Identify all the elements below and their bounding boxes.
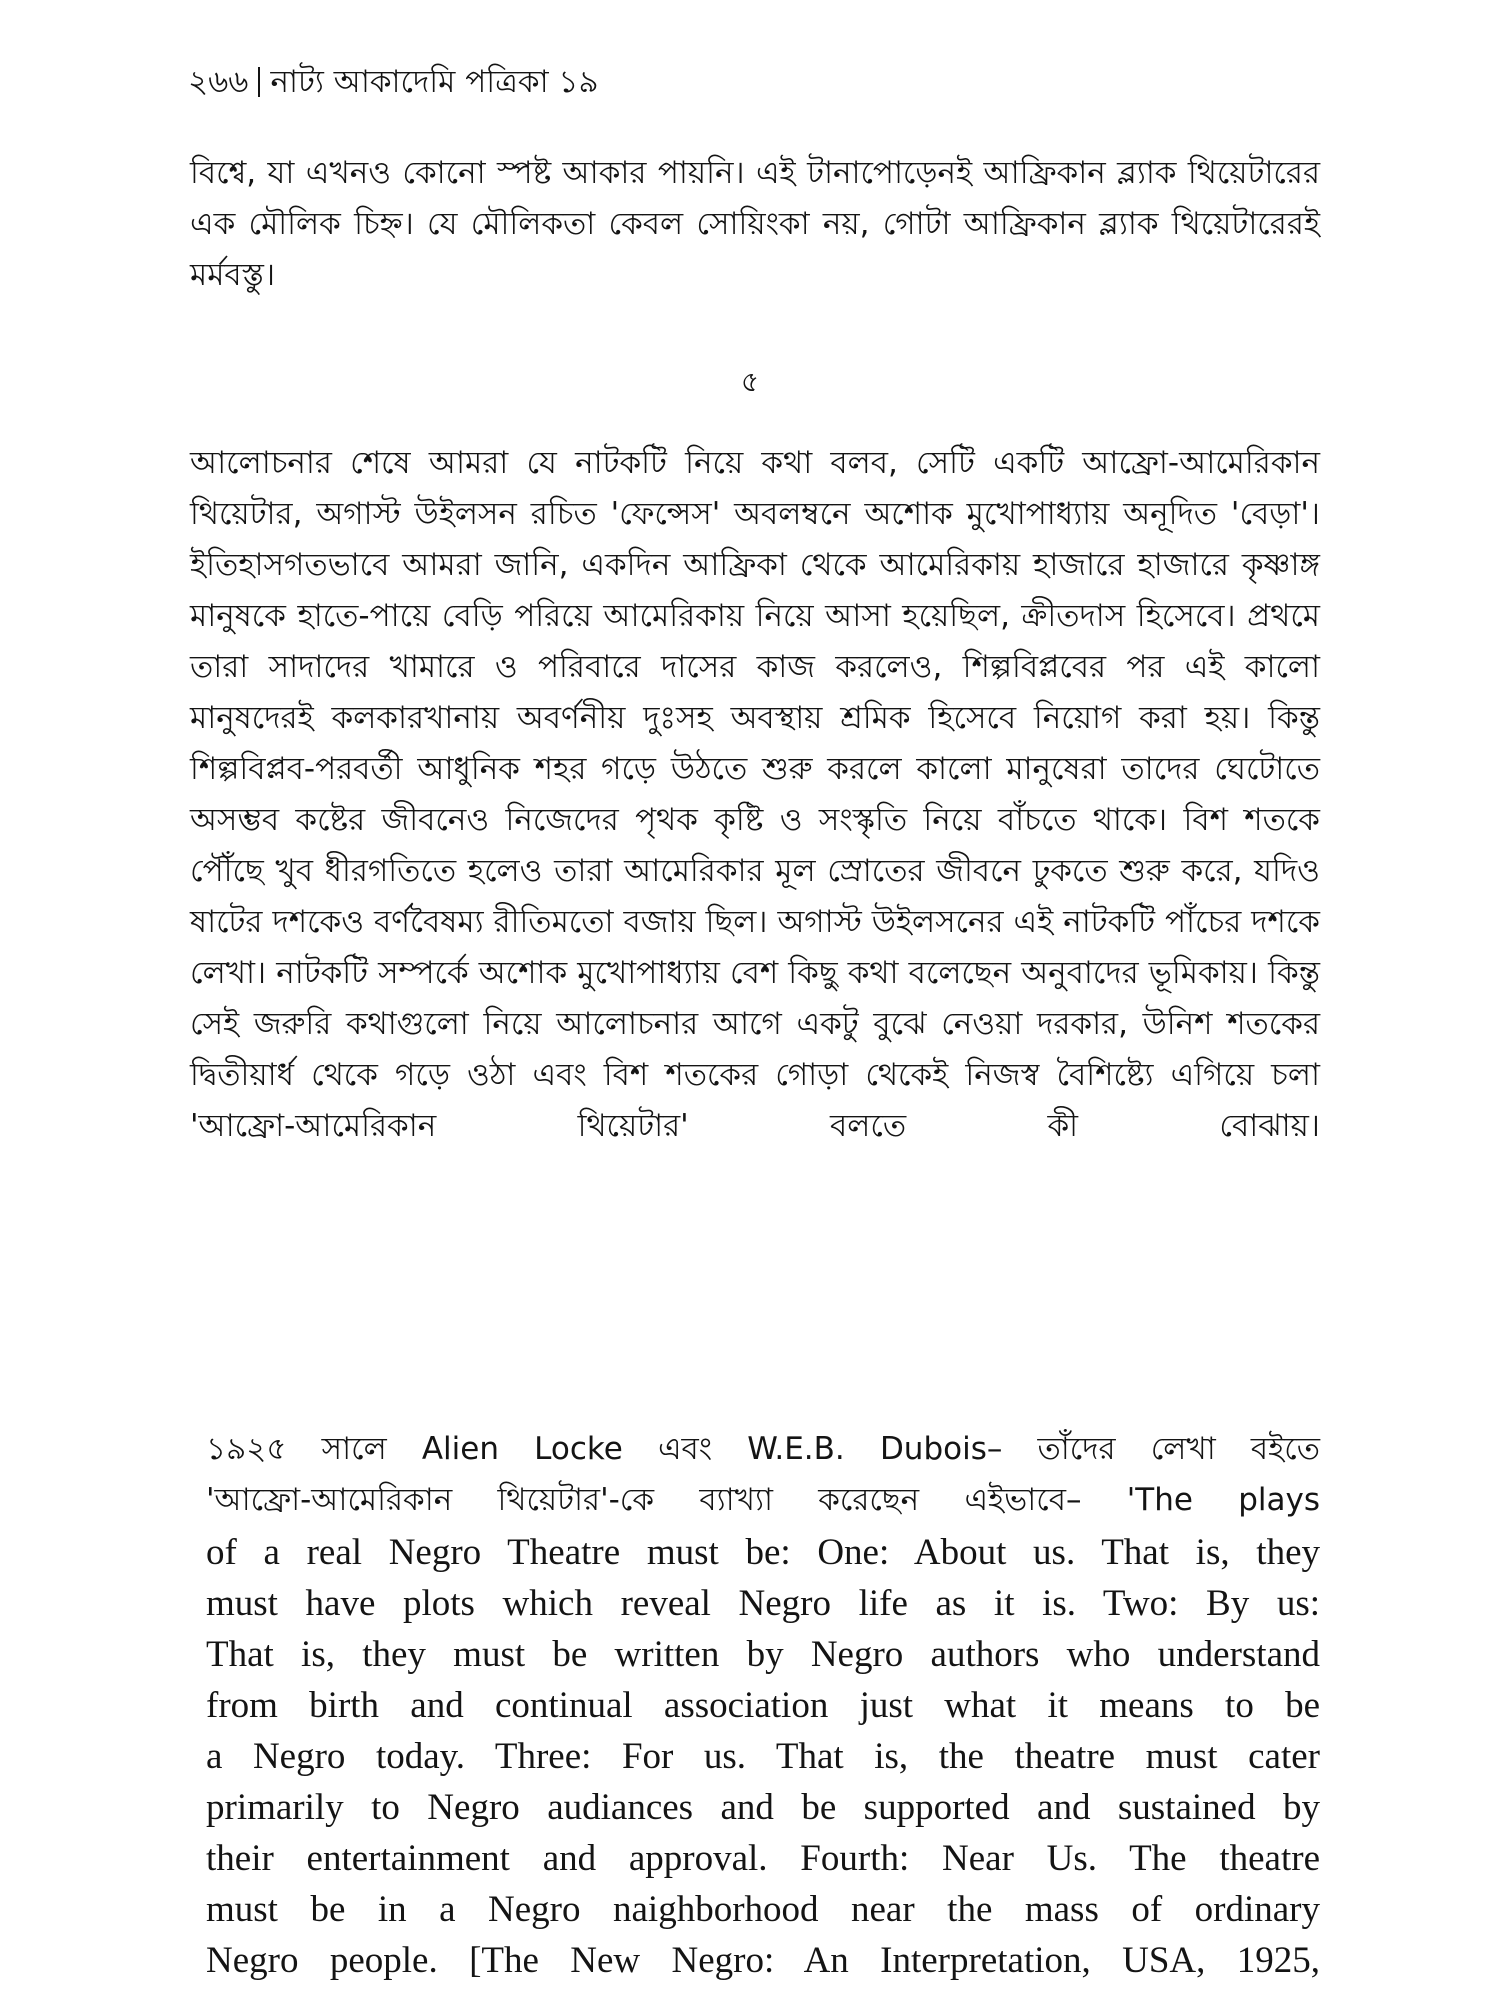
definition-intro-line: 'আফ্রো-আমেরিকান থিয়েটার'-কে ব্যাখ্যা করেছেন এইভাবে– 'The plays — [206, 1482, 1320, 1518]
quote-line: must be in a Negro naighborhood near the mass of ordinary — [206, 1889, 1320, 1930]
paragraph-text: আলোচনার শেষে আমরা যে নাটকটি নিয়ে কথা বলব, সেটি একটি আফ্রো-আমেরিকান থিয়েটার, অগাস্ট উইলসন রচিত 'ফেন্সেস' অবলম্বনে অশোক মুখোপাধ্যায় অনূদিত 'বেড়া'। ইতিহাসগতভাবে আমরা জানি, একদিন আফ্রিকা থেকে আমেরিকায় হাজারে হাজারে কৃষ্ণাঙ্গ মানুষকে হাতে-পায়ে বেড়ি পরিয়ে আমেরিকায় নিয়ে আসা হয়েছিল, ক্রীতদাস হিসেবে। প্রথমে তারা সাদাদের খামারে ও পরিবারে দাসের কাজ করলেও, শিল্পবিপ্লবের পর এই কালো মানুষদেরই কলকারখানায় অবর্ণনীয় দুঃসহ অবস্থায় শ্রমিক হিসেবে নিয়োগ করা হয়। কিন্তু শিল্পবিপ্লব-পরবর্তী আধুনিক শহর গড়ে উঠতে শুরু করলে কালো মানুষেরা তাদের ঘেটোতে অসম্ভব কষ্টের জীবনেও নিজেদের পৃথক কৃষ্টি ও সংস্কৃতি নিয়ে বাঁচতে থাকে। বিশ শতকে পৌঁছে খুব ধীরগতিতে হলেও তারা আমেরিকার মূল স্রোতের জীবনে ঢুকতে শুরু করে, যদিও ষাটের দশকেও বর্ণবৈষম্য রীতিমতো বজায় ছিল। অগাস্ট উইলসনের এই নাটকটি পাঁচের দশকে লেখা। নাটকটি সম্পর্কে অশোক মুখোপাধ্যায় বেশ কিছু কথা বলেছেন অনুবাদের ভূমিকায়। কিন্তু সেই জরুরি কথাগুলো নিয়ে আলোচনার আগে একটু বুঝে নেওয়া দরকার, উনিশ শতকের দ্বিতীয়ার্ধ থেকে গড়ে ওঠা এবং বিশ শতকের গোড়া থেকেই নিজস্ব বৈশিষ্ট্যে এগিয়ে চলা 'আফ্রো-আমেরিকান থিয়েটার' বলতে কী বোঝায়। — [190, 445, 1320, 1144]
paragraph-main — [190, 438, 1320, 1152]
journal-title: নাট্য আকাদেমি পত্রিকা ১৯ — [270, 64, 599, 100]
section-number: ৫ — [740, 365, 760, 398]
citation-line: ১৯২৫ সালে Alien Locke এবং W.E.B. Dubois– তাঁদের লেখা বইতে — [206, 1431, 1320, 1467]
quote-line: their entertainment and approval. Fourth: Near Us. The theatre — [206, 1838, 1320, 1879]
paragraph-continuation — [190, 148, 1320, 301]
quote-line: That is, they must be written by Negro authors who understand — [206, 1634, 1320, 1675]
paragraph-text: বিশ্বে, যা এখনও কোনো স্পষ্ট আকার পায়নি। এই টানাপোড়েনই আফ্রিকান ব্ল্যাক থিয়েটারের এক মৌলিক চিহ্ন। যে মৌলিকতা কেবল সোয়িংকা নয়, গোটা আফ্রিকান ব্ল্যাক থিয়েটারেরই মর্মবস্তু। — [190, 155, 1320, 293]
quote-line: of a real Negro Theatre must be: One: About us. That is, they — [206, 1532, 1320, 1573]
running-header — [188, 62, 599, 102]
quote-line: Negro people. [The New Negro: An Interpretation, USA, 1925, — [206, 1940, 1320, 1981]
page-number: ২৬৬ — [188, 64, 249, 100]
quote-line: a Negro today. Three: For us. That is, the theatre must cater — [206, 1736, 1320, 1777]
quote-line: primarily to Negro audiances and be supported and sustained by — [206, 1787, 1320, 1828]
header-divider — [258, 67, 260, 97]
quote-line: from birth and continual association just what it means to be — [206, 1685, 1320, 1726]
quote-line: must have plots which reveal Negro life as it is. Two: By us: — [206, 1583, 1320, 1624]
